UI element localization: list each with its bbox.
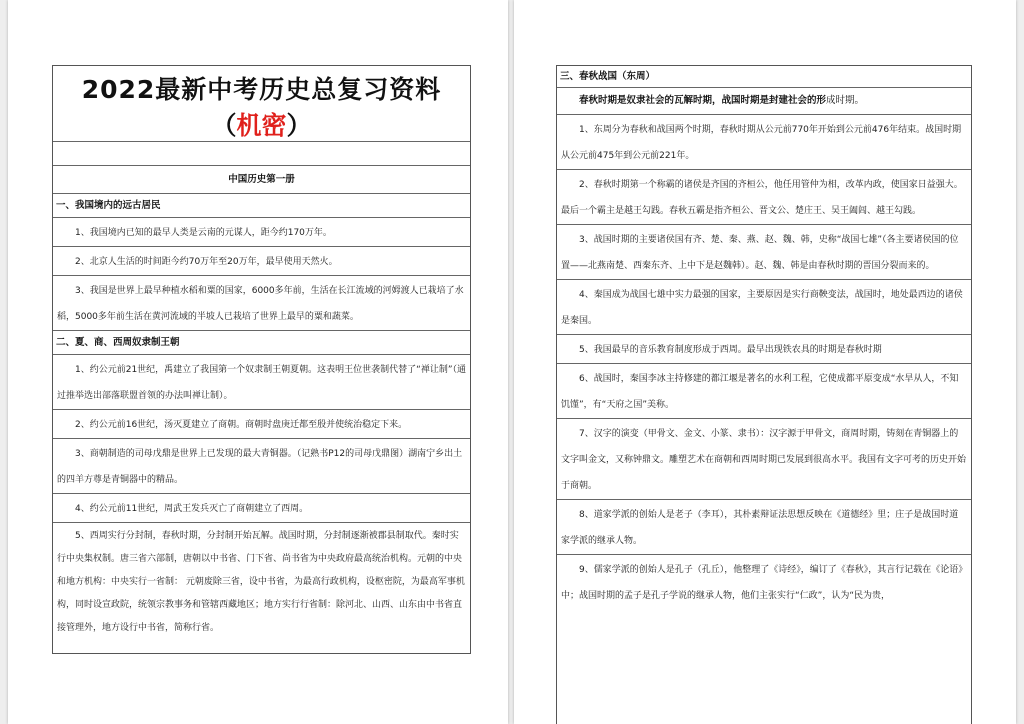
paragraph: 2、春秋时期第一个称霸的诸侯是齐国的齐桓公，他任用管仲为相，改革内政，使国家日益强大。最后一个霸主是越王勾践。春秋五霸是指齐桓公、晋文公、楚庄王、吴王阖闾、越王勾践。 xyxy=(557,170,971,225)
document-subtitle xyxy=(53,110,470,142)
paragraph: 3、我国是世界上最早种植水稻和粟的国家，6000多年前，生活在长江流域的河姆渡人已栽培了水稻，5000多年前生活在黄河流域的半坡人已栽培了世界上最早的粟和蔬菜。 xyxy=(53,276,470,331)
document-page-left xyxy=(8,0,508,724)
paragraph: 1、约公元前21世纪，禹建立了我国第一个奴隶制王朝夏朝。这表明王位世袭制代替了“禅让制”（通过推举选出部落联盟首领的办法叫禅让制）。 xyxy=(53,355,470,410)
book-heading: 中国历史第一册 xyxy=(53,166,470,194)
document-title: 2022最新中考历史总复习资料 xyxy=(81,75,442,104)
left-content-table xyxy=(52,65,471,654)
section-heading-1: 一、我国境内的远古居民 xyxy=(53,194,470,218)
paragraph: 4、约公元前11世纪，周武王发兵灭亡了商朝建立了西周。 xyxy=(53,494,470,523)
blank-row xyxy=(53,142,470,166)
paragraph: 5、西周实行分封制，春秋时期，分封制开始瓦解。战国时期，分封制逐渐被郡县制取代。秦时实行中央集权制。唐三省六部制，唐朝以中书省、门下省、尚书省为中央政府最高统治机构。元朝的中央和地方机构：中央实行一省制： 元朝废除三省，设中书省，为最高行政机构，设枢密院，为最高军事机构，同时设宣政院，统领宗教事务和管辖西藏地区；地方实行行省制：除河北、山西、山东由中书省直接管理外，地方设行中书省，简称行省。 xyxy=(57,531,465,633)
right-content-table xyxy=(556,65,972,724)
paragraph: 6、战国时，秦国李冰主持修建的都江堰是著名的水利工程，它使成都平原变成“水旱从人，不知饥馑”，有“天府之国”美称。 xyxy=(557,364,971,419)
paragraph: 9、儒家学派的创始人是孔子（孔丘），他整理了《诗经》，编订了《春秋》，其言行记载在《论语》中；战国时期的孟子是孔子学说的继承人物，他们主张实行“仁政”，认为“民为贵， xyxy=(561,565,963,601)
paragraph: 8、道家学派的创始人是老子（李耳），其朴素辩证法思想反映在《道德经》里；庄子是战国时道家学派的继承人物。 xyxy=(557,500,971,555)
title-cell xyxy=(53,66,470,142)
paragraph: 2、北京人生活的时间距今约70万年至20万年，最早使用天然火。 xyxy=(53,247,470,276)
paragraph: 3、商朝制造的司母戊鼎是世界上已发现的最大青铜器。（记熟书P12的司母戊鼎图）湖南宁乡出土的四羊方尊是青铜器中的精品。 xyxy=(53,439,470,494)
document-page-right xyxy=(514,0,1016,724)
section-heading-3: 三、春秋战国（东周） xyxy=(557,66,971,88)
lead-bold-text: 春秋时期是奴隶社会的瓦解时期，战国时期是封建社会的形 xyxy=(579,95,827,106)
paragraph: 2、约公元前16世纪，汤灭夏建立了商朝。商朝时盘庚迁都至殷并使统治稳定下来。 xyxy=(53,410,470,439)
paragraph: 5、我国最早的音乐教育制度形成于西周。最早出现铁农具的时期是春秋时期 xyxy=(557,335,971,364)
paragraph: 1、东周分为春秋和战国两个时期，春秋时期从公元前770年开始到公元前476年结束。战国时期从公元前475年到公元前221年。 xyxy=(557,115,971,170)
lead-paragraph xyxy=(557,88,971,115)
lead-tail-text: 成时期。 xyxy=(826,95,865,106)
subtitle-close-paren: ） xyxy=(286,111,312,140)
subtitle-open-paren: （ xyxy=(211,111,237,140)
paragraph: 1、我国境内已知的最早人类是云南的元谋人，距今约170万年。 xyxy=(53,218,470,247)
paragraph: 4、秦国成为战国七雄中实力最强的国家，主要原因是实行商鞅变法，战国时，地处最西边的诸侯是秦国。 xyxy=(557,280,971,335)
section-heading-2: 二、夏、商、西周奴隶制王朝 xyxy=(53,331,470,355)
confidential-mark: 机密 xyxy=(236,111,287,140)
paragraph: 3、战国时期的主要诸侯国有齐、楚、秦、燕、赵、魏、韩，史称“战国七雄”（各主要诸侯国的位置——北燕南楚、西秦东齐、上中下是赵魏韩）。赵、魏、韩是由春秋时期的晋国分裂而来的。 xyxy=(557,225,971,280)
paragraph: 7、汉字的演变（甲骨文、金文、小篆、隶书）：汉字源于甲骨文，商周时期，铸刻在青铜器上的文字叫金文，又称钟鼎文。雕塑艺术在商朝和西周时期已发展到很高水平。我国有文字可考的历史开始于商朝。 xyxy=(557,419,971,500)
